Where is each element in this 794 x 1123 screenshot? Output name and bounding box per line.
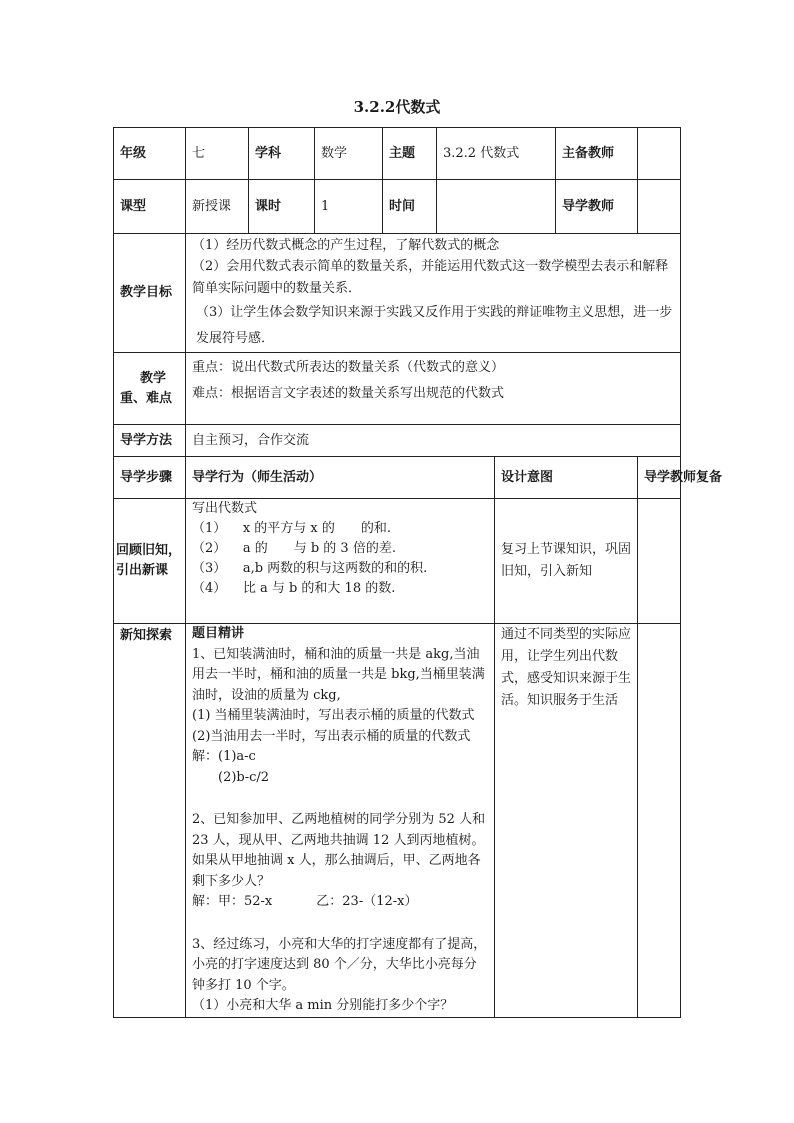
topic-value: 3.2.2 代数式 — [437, 128, 556, 180]
question-1-part-2: (2)当油用去一半时，写出表示桶的质量的代数式 — [192, 728, 471, 744]
objectives-label: 教学目标 — [114, 234, 186, 353]
lesson-plan-table — [113, 127, 723, 1018]
guide-teacher-label: 导学教师 — [556, 180, 638, 234]
objective-2: （2）会用代数式表示简单的数量关系，并能运用代数式这一数学模型去表示和解释简单实际问题中的数量关系． — [192, 259, 669, 296]
objective-1: （1）经历代数式概念的产生过程，了解代数式的概念 — [192, 238, 500, 253]
review-item-1: （1） x 的平方与 x 的 的和. — [192, 521, 392, 536]
key-points-label — [114, 353, 186, 425]
subject-label: 学科 — [249, 128, 315, 180]
review-label-line1: 回顾旧知， — [116, 543, 182, 558]
question-3-part-1: （1）小亮和大华 a min 分别能打多少个字？ — [192, 998, 454, 1013]
time-label: 时间 — [383, 180, 437, 234]
objectives-row — [114, 234, 681, 353]
method-value: 自主预习，合作交流 — [186, 425, 681, 457]
question-1-answer-2: (2)b-c/2 — [218, 769, 270, 785]
objectives-content — [186, 234, 681, 353]
key-points-label-line1: 教学 — [140, 370, 167, 386]
page-title: 3.2.2代数式 — [353, 98, 441, 116]
guide-teacher-value — [638, 180, 681, 234]
intent-header: 设计意图 — [495, 457, 638, 499]
period-value: 1 — [315, 180, 383, 234]
objective-3: （3）让学生体会数学知识来源于实践又反作用于实践的辩证唯物主义思想，进一步发展符号感． — [196, 305, 673, 346]
review-row — [114, 499, 681, 624]
explore-content — [186, 624, 495, 1018]
explore-heading: 题目精讲 — [192, 626, 245, 641]
review-item-2: （2） a 的 与 b 的 3 倍的差. — [192, 541, 396, 556]
lead-teacher-value — [638, 128, 681, 180]
review-header: 导学教师复备 — [638, 457, 681, 499]
steps-header-row — [114, 457, 681, 499]
key-points-label-line2: 重、难点 — [120, 390, 173, 406]
review-label-line2: 引出新课 — [116, 563, 169, 578]
subject-value: 数学 — [315, 128, 383, 180]
key-points-row — [114, 353, 681, 425]
review-intro: 写出代数式 — [192, 501, 258, 516]
activity-header: 导学行为（师生活动） — [186, 457, 495, 499]
question-1-answer-1: 解：(1)a-c — [192, 749, 256, 764]
difficult-point: 难点：根据语言文字表述的数量关系写出规范的代数式 — [192, 386, 505, 401]
time-value — [437, 180, 556, 234]
question-3: 3、经过练习，小亮和大华的打字速度都有了提高，小亮的打字速度达到 80 个／分，大华比小亮每分钟多打 10 个字。 — [192, 936, 487, 993]
step-header: 导学步骤 — [114, 457, 186, 499]
question-1: 1、已知装满油时，桶和油的质量一共是 akg,当油用去一半时，桶和油的质量一共是 bkg,当桶里装满油时，设油的质量为 ckg, — [192, 646, 485, 703]
header-row-2 — [114, 180, 681, 234]
method-label: 导学方法 — [114, 425, 186, 457]
lead-teacher-label: 主备教师 — [556, 128, 638, 180]
review-content — [186, 499, 495, 624]
question-2: 2、已知参加甲、乙两地植树的同学分别为 52 人和 23 人，现从甲、乙两地共抽调 12 人到丙地植树。如果从甲地抽调 x 人，那么抽调后，甲、乙两地各剩下多少人？ — [192, 812, 486, 889]
method-row — [114, 425, 681, 457]
review-notes — [638, 499, 681, 624]
grade-label: 年级 — [114, 128, 186, 180]
grade-value: 七 — [186, 128, 249, 180]
lesson-type-value: 新授课 — [186, 180, 249, 234]
topic-label: 主题 — [383, 128, 437, 180]
key-points-content — [186, 353, 681, 425]
review-item-3: （3） a,b 两数的积与这两数的和的积. — [192, 561, 428, 576]
review-intent: 复习上节课知识，巩固旧知，引入新知 — [495, 499, 638, 624]
question-1-part-1: (1) 当桶里装满油时，写出表示桶的质量的代数式 — [192, 708, 475, 723]
review-item-4: （4） 比 a 与 b 的和大 18 的数. — [192, 581, 396, 596]
review-label — [114, 499, 186, 624]
explore-intent: 通过不同类型的实际应用，让学生列出代数式，感受知识来源于生活。知识服务于生活 — [495, 624, 638, 1018]
explore-row — [114, 624, 681, 1018]
period-label: 课时 — [249, 180, 315, 234]
question-2-answer: 解：甲：52-x 乙：23-（12-x） — [192, 894, 418, 909]
header-row-1 — [114, 128, 681, 180]
explore-notes — [638, 624, 681, 1018]
key-point: 重点：说出代数式所表达的数量关系（代数式的意义） — [192, 360, 505, 375]
lesson-type-label: 课型 — [114, 180, 186, 234]
explore-label: 新知探索 — [114, 624, 186, 1018]
